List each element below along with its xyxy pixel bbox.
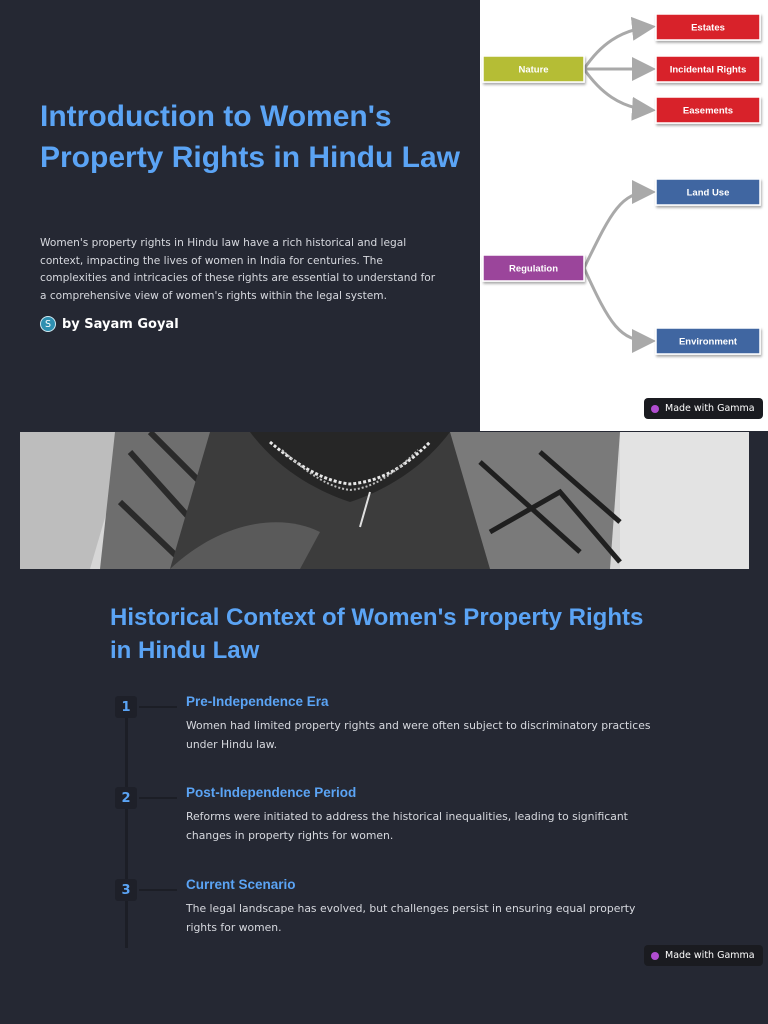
regulation-label: Regulation [508,263,559,275]
environment-label: Environment [678,336,738,348]
timeline-connector [139,706,177,708]
intro-paragraph: Women's property rights in Hindu law have a rich historical and legal context, impacting the lives of women in India for centuries. The complexities and intricacies of these rights are essential to understand for a comprehensive view of women's rights within the legal system. [40,237,436,302]
timeline-line [125,700,128,948]
nature-node [483,56,584,82]
estates-label: Estates [691,22,725,34]
page-title: Introduction to Women's Property Rights in Hindu Law [40,100,461,174]
environment-node [656,328,760,354]
incidental-rights-label: Incidental Rights [669,64,747,76]
intro-slide [0,0,768,431]
timeline-connector [139,889,177,891]
gamma-logo-icon [651,952,659,960]
avatar: S [40,316,56,332]
section-title: Historical Context of Women's Property Rights in Hindu Law [110,604,644,664]
diagram-svg [480,0,768,431]
easements-node [656,97,760,123]
step-title: Pre-Independence Era [186,694,329,709]
made-with-gamma-badge[interactable] [644,398,763,419]
nature-label: Nature [518,64,549,76]
land-use-label: Land Use [686,187,730,199]
badge-label: Made with Gamma [665,403,755,414]
property-rights-diagram [480,0,768,431]
land-use-node [656,179,760,205]
woman-photo [20,432,749,569]
step-description: Reforms were initiated to address the historical inequalities, leading to significant changes in property rights for women. [186,810,628,842]
photo-svg [20,432,749,569]
author-line [40,316,179,332]
timeline-connector [139,797,177,799]
step-title: Post-Independence Period [186,785,357,800]
author-name: by Sayam Goyal [62,316,179,332]
step-number: 3 [115,879,137,901]
step-description: Women had limited property rights and were often subject to discriminatory practices under Hindu law. [186,719,651,751]
badge-label: Made with Gamma [665,950,755,961]
historical-context-slide [0,569,768,1024]
incidental-rights-node [656,56,760,82]
regulation-node [483,255,584,281]
gamma-logo-icon [651,405,659,413]
step-number: 2 [115,787,137,809]
diagram-connectors [584,27,650,341]
made-with-gamma-badge[interactable] [644,945,763,966]
step-title: Current Scenario [186,877,296,892]
estates-node [656,14,760,40]
step-number: 1 [115,696,137,718]
step-description: The legal landscape has evolved, but challenges persist in ensuring equal property rights for women. [186,902,636,934]
easements-label: Easements [682,105,734,117]
